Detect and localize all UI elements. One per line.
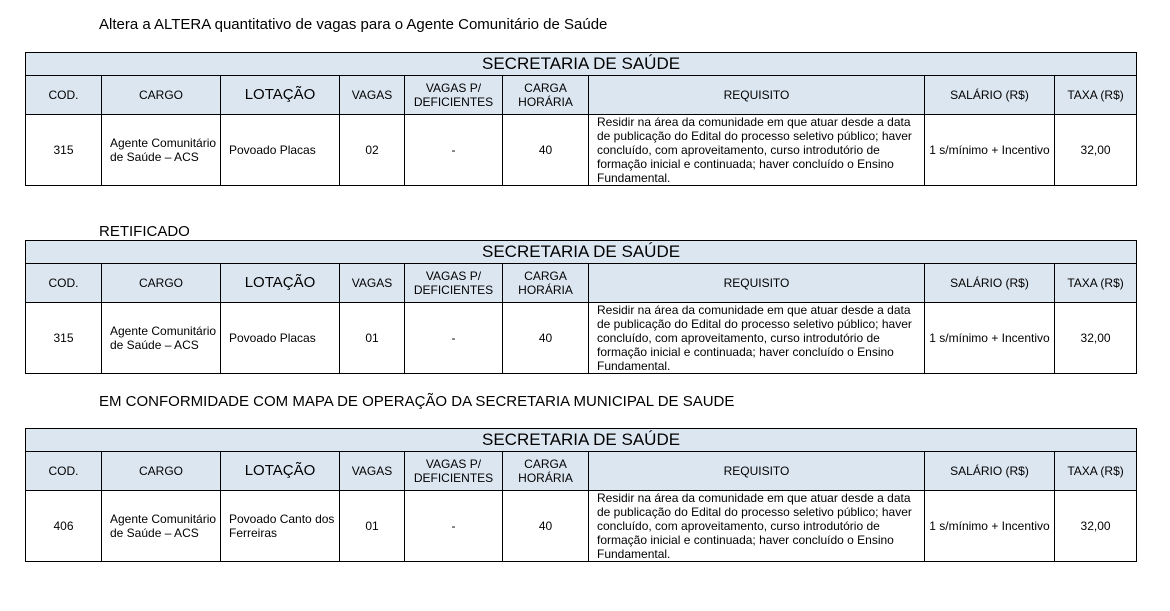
cell-salario: 1 s/mínimo + Incentivo (925, 491, 1055, 562)
cell-carga-horaria: 40 (503, 491, 589, 562)
cell-cargo: Agente Comunitário de Saúde – ACS (102, 491, 221, 562)
cell-cargo: Agente Comunitário de Saúde – ACS (102, 303, 221, 374)
col-header-lotacao: LOTAÇÃO (221, 76, 340, 115)
col-header-cod: COD. (26, 76, 102, 115)
cell-cargo: Agente Comunitário de Saúde – ACS (102, 115, 221, 186)
cell-vagas: 01 (340, 303, 405, 374)
table-title: SECRETARIA DE SAÚDE (26, 429, 1137, 452)
cell-lotacao: Povoado Canto dos Ferreiras (221, 491, 340, 562)
cell-salario: 1 s/mínimo + Incentivo (925, 115, 1055, 186)
col-header-taxa: TAXA (R$) (1055, 452, 1137, 491)
heading-altera: Altera a ALTERA quantitativo de vagas para o Agente Comunitário de Saúde (99, 16, 608, 33)
cell-carga-horaria: 40 (503, 303, 589, 374)
heading-em-conformidade: EM CONFORMIDADE COM MAPA DE OPERAÇÃO DA SECRETARIA MUNICIPAL DE SAUDE (99, 393, 735, 410)
cell-taxa: 32,00 (1055, 491, 1137, 562)
cell-vagas: 01 (340, 491, 405, 562)
cell-cod: 315 (26, 115, 102, 186)
heading-retificado: RETIFICADO (99, 223, 190, 240)
table-row (26, 491, 1137, 562)
col-header-lotacao: LOTAÇÃO (221, 452, 340, 491)
col-header-cargo: CARGO (102, 264, 221, 303)
col-header-cod: COD. (26, 264, 102, 303)
cell-requisito: Residir na área da comunidade em que atuar desde a data de publicação do Edital do processo seletivo público; haver concluído, com aproveitamento, curso introdutório de formação inicial e continuada; haver concluído o Ensino Fundamental. (589, 491, 925, 562)
table-row (26, 115, 1137, 186)
col-header-vagas-deficientes: VAGAS P/ DEFICIENTES (405, 452, 503, 491)
cell-cod: 315 (26, 303, 102, 374)
cell-taxa: 32,00 (1055, 303, 1137, 374)
col-header-cargo: CARGO (102, 452, 221, 491)
table-row (26, 303, 1137, 374)
col-header-salario: SALÁRIO (R$) (925, 452, 1055, 491)
col-header-lotacao: LOTAÇÃO (221, 264, 340, 303)
col-header-salario: SALÁRIO (R$) (925, 264, 1055, 303)
cell-taxa: 32,00 (1055, 115, 1137, 186)
col-header-vagas-deficientes: VAGAS P/ DEFICIENTES (405, 264, 503, 303)
col-header-carga-horaria: CARGA HORÁRIA (503, 264, 589, 303)
col-header-taxa: TAXA (R$) (1055, 76, 1137, 115)
col-header-vagas: VAGAS (340, 76, 405, 115)
table-conformidade (25, 428, 1137, 562)
col-header-salario: SALÁRIO (R$) (925, 76, 1055, 115)
cell-vagas-deficientes: - (405, 303, 503, 374)
cell-carga-horaria: 40 (503, 115, 589, 186)
table-title: SECRETARIA DE SAÚDE (26, 53, 1137, 76)
table-original (25, 52, 1137, 186)
cell-requisito: Residir na área da comunidade em que atuar desde a data de publicação do Edital do processo seletivo público; haver concluído, com aproveitamento, curso introdutório de formação inicial e continuada; haver concluído o Ensino Fundamental. (589, 115, 925, 186)
col-header-vagas-deficientes: VAGAS P/ DEFICIENTES (405, 76, 503, 115)
col-header-vagas: VAGAS (340, 264, 405, 303)
cell-vagas-deficientes: - (405, 491, 503, 562)
col-header-cargo: CARGO (102, 76, 221, 115)
col-header-vagas: VAGAS (340, 452, 405, 491)
col-header-requisito: REQUISITO (589, 264, 925, 303)
cell-lotacao: Povoado Placas (221, 115, 340, 186)
col-header-requisito: REQUISITO (589, 76, 925, 115)
cell-lotacao: Povoado Placas (221, 303, 340, 374)
col-header-requisito: REQUISITO (589, 452, 925, 491)
col-header-cod: COD. (26, 452, 102, 491)
col-header-taxa: TAXA (R$) (1055, 264, 1137, 303)
col-header-carga-horaria: CARGA HORÁRIA (503, 452, 589, 491)
cell-requisito: Residir na área da comunidade em que atuar desde a data de publicação do Edital do processo seletivo público; haver concluído, com aproveitamento, curso introdutório de formação inicial e continuada; haver concluído o Ensino Fundamental. (589, 303, 925, 374)
cell-vagas: 02 (340, 115, 405, 186)
table-retificado (25, 240, 1137, 374)
cell-vagas-deficientes: - (405, 115, 503, 186)
col-header-carga-horaria: CARGA HORÁRIA (503, 76, 589, 115)
cell-cod: 406 (26, 491, 102, 562)
cell-salario: 1 s/mínimo + Incentivo (925, 303, 1055, 374)
table-title: SECRETARIA DE SAÚDE (26, 241, 1137, 264)
